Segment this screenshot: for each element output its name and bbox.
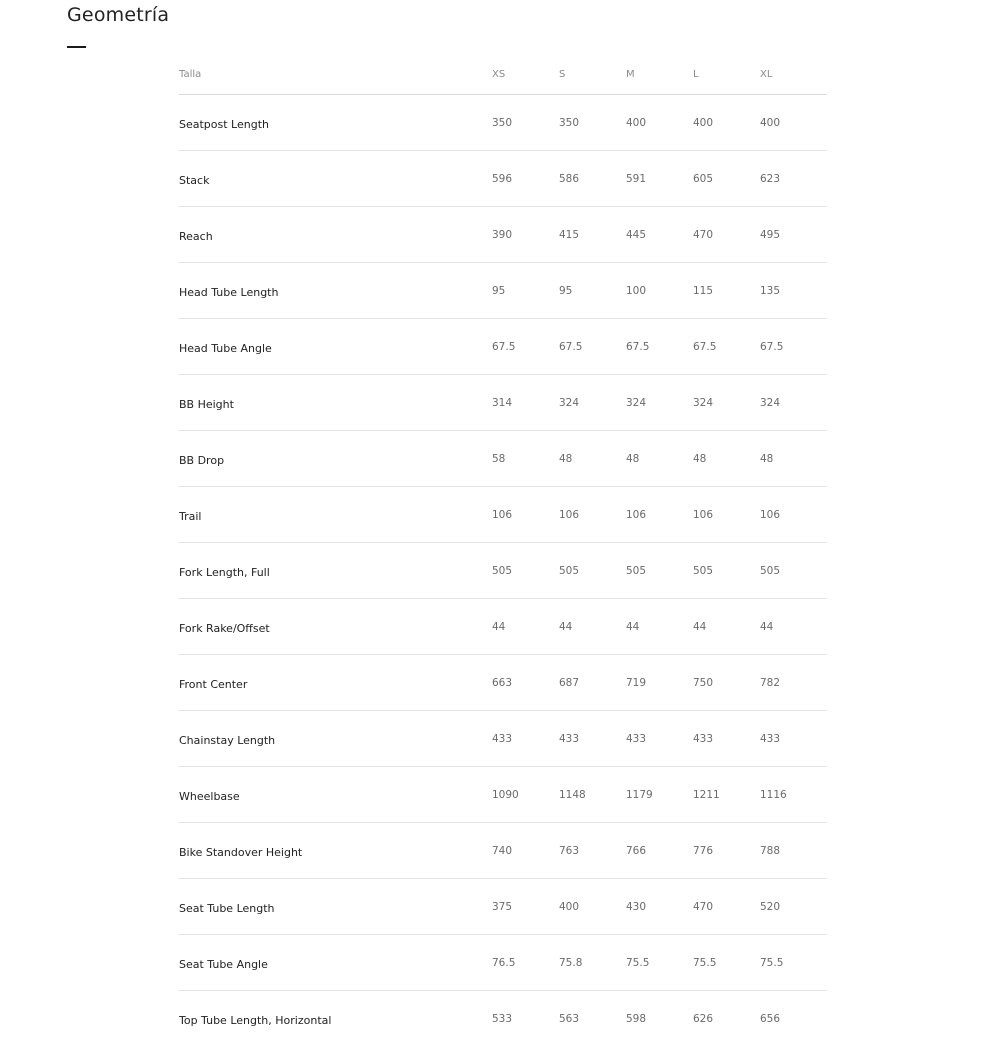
table-row: [179, 487, 827, 543]
row-label: Head Tube Length: [179, 263, 492, 319]
header-size-xs: XS: [492, 54, 559, 95]
cell-s: 1148: [559, 767, 626, 823]
table-row: [179, 95, 827, 151]
table-row: [179, 263, 827, 319]
cell-s: 563: [559, 991, 626, 1046]
cell-m: 48: [626, 431, 693, 487]
cell-xl: 106: [760, 487, 827, 543]
cell-m: 75.5: [626, 935, 693, 991]
cell-m: 445: [626, 207, 693, 263]
cell-m: 106: [626, 487, 693, 543]
cell-s: 48: [559, 431, 626, 487]
cell-xl: 782: [760, 655, 827, 711]
table-row: [179, 375, 827, 431]
cell-s: 763: [559, 823, 626, 879]
cell-xs: 1090: [492, 767, 559, 823]
cell-xs: 350: [492, 95, 559, 151]
cell-s: 324: [559, 375, 626, 431]
cell-xl: 324: [760, 375, 827, 431]
cell-xs: 596: [492, 151, 559, 207]
cell-m: 598: [626, 991, 693, 1046]
header-size-m: M: [626, 54, 693, 95]
cell-l: 750: [693, 655, 760, 711]
page-title: Geometría: [67, 3, 169, 27]
cell-xl: 135: [760, 263, 827, 319]
table-row: [179, 935, 827, 991]
table-row: [179, 991, 827, 1046]
table-row: [179, 151, 827, 207]
cell-s: 586: [559, 151, 626, 207]
cell-s: 350: [559, 95, 626, 151]
table-row: [179, 711, 827, 767]
row-label: Stack: [179, 151, 492, 207]
cell-xl: 520: [760, 879, 827, 935]
table-row: [179, 207, 827, 263]
cell-xs: 95: [492, 263, 559, 319]
row-label: Wheelbase: [179, 767, 492, 823]
row-label: Seat Tube Length: [179, 879, 492, 935]
header-size-l: L: [693, 54, 760, 95]
table-row: [179, 543, 827, 599]
cell-xl: 75.5: [760, 935, 827, 991]
cell-l: 1211: [693, 767, 760, 823]
row-label: BB Drop: [179, 431, 492, 487]
cell-xs: 533: [492, 991, 559, 1046]
cell-m: 400: [626, 95, 693, 151]
cell-s: 95: [559, 263, 626, 319]
cell-xs: 58: [492, 431, 559, 487]
cell-xl: 433: [760, 711, 827, 767]
cell-xs: 106: [492, 487, 559, 543]
cell-s: 687: [559, 655, 626, 711]
cell-m: 719: [626, 655, 693, 711]
title-underline: [67, 46, 86, 48]
cell-s: 433: [559, 711, 626, 767]
table-row: [179, 599, 827, 655]
cell-xl: 788: [760, 823, 827, 879]
cell-xs: 67.5: [492, 319, 559, 375]
cell-l: 776: [693, 823, 760, 879]
cell-m: 766: [626, 823, 693, 879]
row-label: Fork Length, Full: [179, 543, 492, 599]
cell-xl: 495: [760, 207, 827, 263]
cell-xs: 76.5: [492, 935, 559, 991]
cell-m: 505: [626, 543, 693, 599]
cell-m: 433: [626, 711, 693, 767]
cell-l: 605: [693, 151, 760, 207]
header-size-xl: XL: [760, 54, 827, 95]
header-size-label: Talla: [179, 54, 492, 95]
table-row: [179, 431, 827, 487]
cell-l: 67.5: [693, 319, 760, 375]
cell-s: 106: [559, 487, 626, 543]
cell-s: 75.8: [559, 935, 626, 991]
cell-m: 591: [626, 151, 693, 207]
cell-s: 44: [559, 599, 626, 655]
row-label: Seatpost Length: [179, 95, 492, 151]
table-body: [179, 95, 827, 1046]
cell-l: 470: [693, 879, 760, 935]
table-row: [179, 655, 827, 711]
cell-xl: 400: [760, 95, 827, 151]
cell-m: 100: [626, 263, 693, 319]
geometry-table: [179, 54, 827, 1046]
cell-xl: 656: [760, 991, 827, 1046]
cell-xs: 740: [492, 823, 559, 879]
cell-s: 67.5: [559, 319, 626, 375]
cell-s: 400: [559, 879, 626, 935]
cell-xs: 375: [492, 879, 559, 935]
table-row: [179, 767, 827, 823]
cell-xl: 44: [760, 599, 827, 655]
header-size-s: S: [559, 54, 626, 95]
cell-xs: 663: [492, 655, 559, 711]
cell-l: 75.5: [693, 935, 760, 991]
cell-xl: 67.5: [760, 319, 827, 375]
cell-xl: 505: [760, 543, 827, 599]
row-label: Seat Tube Angle: [179, 935, 492, 991]
row-label: Fork Rake/Offset: [179, 599, 492, 655]
cell-l: 48: [693, 431, 760, 487]
cell-l: 470: [693, 207, 760, 263]
cell-m: 324: [626, 375, 693, 431]
table-header-row: [179, 54, 827, 95]
cell-m: 67.5: [626, 319, 693, 375]
cell-xs: 314: [492, 375, 559, 431]
row-label: Front Center: [179, 655, 492, 711]
cell-m: 44: [626, 599, 693, 655]
cell-xl: 48: [760, 431, 827, 487]
cell-l: 626: [693, 991, 760, 1046]
row-label: BB Height: [179, 375, 492, 431]
table-row: [179, 319, 827, 375]
cell-l: 433: [693, 711, 760, 767]
cell-xl: 1116: [760, 767, 827, 823]
cell-l: 324: [693, 375, 760, 431]
row-label: Trail: [179, 487, 492, 543]
row-label: Chainstay Length: [179, 711, 492, 767]
row-label: Head Tube Angle: [179, 319, 492, 375]
row-label: Top Tube Length, Horizontal: [179, 991, 492, 1046]
cell-s: 505: [559, 543, 626, 599]
cell-xs: 505: [492, 543, 559, 599]
cell-xs: 390: [492, 207, 559, 263]
cell-l: 115: [693, 263, 760, 319]
table-row: [179, 823, 827, 879]
cell-xl: 623: [760, 151, 827, 207]
cell-l: 44: [693, 599, 760, 655]
cell-m: 430: [626, 879, 693, 935]
row-label: Bike Standover Height: [179, 823, 492, 879]
cell-s: 415: [559, 207, 626, 263]
row-label: Reach: [179, 207, 492, 263]
cell-xs: 44: [492, 599, 559, 655]
cell-xs: 433: [492, 711, 559, 767]
cell-l: 400: [693, 95, 760, 151]
cell-l: 106: [693, 487, 760, 543]
table-row: [179, 879, 827, 935]
cell-m: 1179: [626, 767, 693, 823]
cell-l: 505: [693, 543, 760, 599]
